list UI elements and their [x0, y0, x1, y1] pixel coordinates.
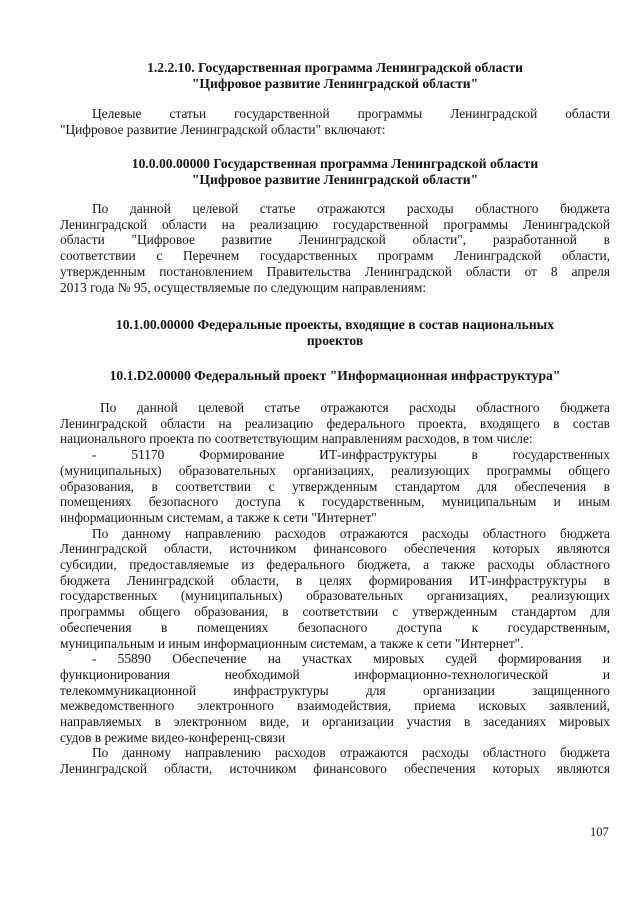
- text-line: По данному направлению расходов отражаются расходы областного бюджета: [92, 745, 610, 761]
- text-line: образования, в соответствии с утвержденным стандартом для обеспечения в: [60, 478, 610, 494]
- list-item-55890: - 55890 Обеспечение на участках мировых судей формирования и: [92, 651, 610, 667]
- text-line: (муниципальных) образовательных организациях, реализующих программы общего: [60, 462, 610, 478]
- text-line: По данной целевой статье отражаются расходы областного бюджета: [100, 400, 610, 415]
- heading-line: "Цифровое развитие Ленинградской области": [191, 76, 479, 91]
- page-number: 107: [590, 825, 609, 839]
- text-line: По данному направлению расходов отражаются расходы областного бюджета: [92, 525, 610, 541]
- text-line: По данной целевой статье отражаются расходы областного бюджета: [92, 201, 610, 216]
- section-heading-1-2-2-10: [60, 60, 610, 92]
- text-line: области "Цифровое развитие Ленинградской области", разработанной в: [60, 232, 610, 248]
- text-line: программы общего образования, в соответствии с утвержденным стандартом для: [60, 604, 610, 620]
- text-line: "Цифровое развитие Ленинградской области" включают:: [60, 121, 386, 137]
- text-line: направляемых в электронном виде, и организации участия в заседаниях мировых: [60, 714, 610, 730]
- text-line: телекоммуникационной инфраструктуры для организации защищенного: [60, 682, 610, 698]
- heading-line: проектов: [306, 333, 364, 348]
- federal-project-d2-body: [60, 400, 610, 777]
- text-line: соответствии с Перечнем государственных программ Ленинградской области,: [60, 248, 610, 264]
- text-line: бюджета Ленинградской области, в целях формирования ИТ-инфраструктуры в: [60, 572, 610, 588]
- federal-projects-heading: [60, 317, 610, 349]
- text-line: Ленинградской области на реализацию федерального проекта, входящего в состав: [60, 415, 610, 431]
- text-line: обеспечения в помещениях безопасного доступа к государственным,: [60, 619, 610, 635]
- heading-line: 10.1.00.00000 Федеральные проекты, входящие в состав национальных: [115, 317, 555, 332]
- section-intro-paragraph: [60, 106, 610, 137]
- text-line: Ленинградской области, источником финансового обеспечения которых являются: [60, 761, 610, 777]
- text-line: функционирования необходимой информационно-технологической и: [60, 666, 610, 682]
- program-description-paragraph: [60, 201, 610, 295]
- text-line: государственных (муниципальных) образовательных организациях, реализующих: [60, 588, 610, 604]
- text-line: Ленинградской области на реализацию государственной программы Ленинградской: [60, 216, 610, 232]
- text-line: субсидии, предоставляемые из федерального бюджета, а также расходы областного: [60, 557, 610, 573]
- text-line: межведомственного электронного взаимодействия, приема исковых заявлений,: [60, 698, 610, 714]
- text-line: 2013 года № 95, осуществляемые по следующим направлениям:: [60, 279, 427, 295]
- text-line: информационным системам, а также к сети "Интернет": [60, 509, 377, 525]
- text-line: муниципальным и иным информационным системам, а также к сети "Интернет".: [60, 635, 524, 651]
- text-line: судов в режиме видео-конференц-связи: [60, 729, 286, 745]
- federal-project-d2-heading: [60, 368, 610, 384]
- heading-line: "Цифровое развитие Ленинградской области": [191, 172, 479, 187]
- text-line: Целевые статьи государственной программы Ленинградской области: [92, 106, 610, 121]
- text-line: Ленинградской области, источником финансового обеспечения которых являются: [60, 541, 610, 557]
- program-heading-10-0: [60, 156, 610, 188]
- text-line: национального проекта по соответствующим направлениям расходов, в том числе:: [60, 431, 533, 447]
- text-line: помещениях безопасного доступа к государственным, муниципальным и иным: [60, 494, 610, 510]
- list-item-51170: - 51170 Формирование ИТ-инфраструктуры в государственных: [92, 447, 610, 463]
- heading-line: 1.2.2.10. Государственная программа Ленинградской области: [147, 60, 523, 75]
- heading-line: 10.0.00.00000 Государственная программа Ленинградской области: [131, 156, 539, 171]
- heading-line: 10.1.D2.00000 Федеральный проект "Информационная инфраструктура": [109, 368, 561, 383]
- text-line: утвержденным постановлением Правительства Ленинградской области от 8 апреля: [60, 263, 610, 279]
